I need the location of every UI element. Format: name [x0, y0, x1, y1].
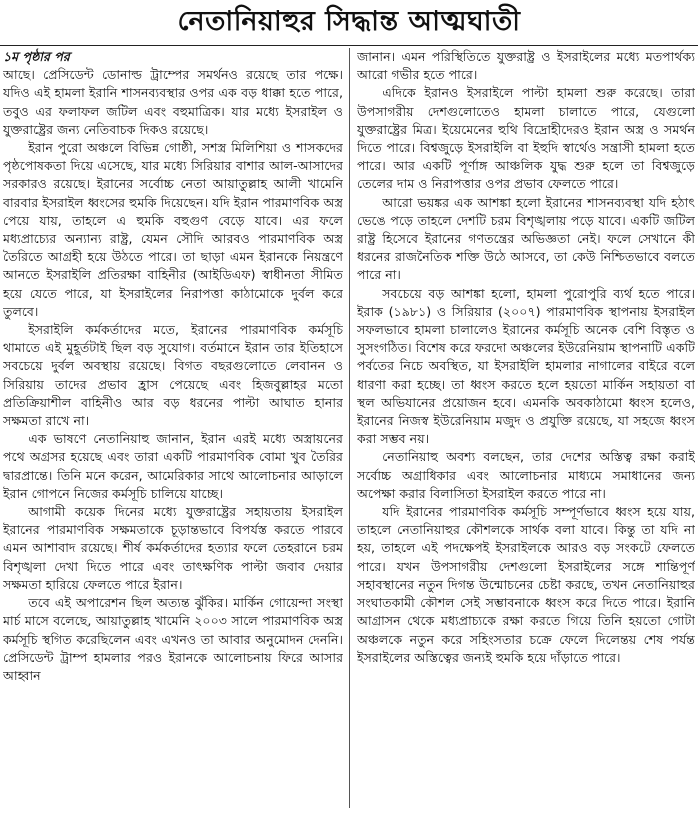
article-column-right [357, 48, 695, 806]
paragraph: তবে এই অপারেশন ছিল অত্যন্ত ঝুঁকির। মার্কিন গোয়েন্দা সংস্থা মার্চ মাসে বলেছে, আয়াতুল্লাহ খামেনি ২০০৩ সালে পারমাণবিক অস্ত্র কর্মসূচি স্থগিত করেছিলেন এবং এখনও তা আবার অনুমোদন দেননি। প্রেসিডেন্ট ট্রাম্প হামলার পরও ইরানকে আলোচনায় ফিরে আসার আহ্বান [3, 595, 343, 683]
article-column-left [3, 48, 343, 806]
paragraph: সবচেয়ে বড় আশঙ্কা হলো, হামলা পুরোপুরি ব্যর্থ হতে পারে। ইরাক (১৯৮১) ও সিরিয়ার (২০০৭) পারমাণবিক স্থাপনায় ইসরাইল সফলভাবে হামলা চালালেও ইরানের কর্মসূচি অনেক বেশি বিস্তৃত ও সুসংগঠিত। বিশেষ করে ফরদো অঞ্চলের ইউরেনিয়াম স্থাপনাটি একটি পর্বতের নিচে অবস্থিত, যা ইসরাইলি হামলার নাগালের বাইরে বলে ধারণা করা হচ্ছে। তা ধ্বংস করতে হলে হয়তো মার্কিন সহায়তা বা স্থল অভিযানের প্রয়োজন হবে। এমনকি অবকাঠামো ধ্বংস হলেও, ইরানের নিজস্ব ইউরেনিয়াম মজুদ ও প্রযুক্তি রয়েছে, যা সহজে ধ্বংস করা সম্ভব নয়। [357, 285, 695, 447]
paragraph: ইরান পুরো অঞ্চলে বিভিন্ন গোষ্ঠী, সশস্ত্র মিলিশিয়া ও শাসকদের পৃষ্ঠপোষকতা দিয়ে এসেছে, যার মধ্যে সিরিয়ার বাশার আল-আসাদের সরকারও রয়েছে। ইরানের সর্বোচ্চ নেতা আয়াতুল্লাহ আলী খামেনি বারবার ইসরাইল ধ্বংসের হুমকি দিয়েছেন। যদি ইরান পারমাণবিক অস্ত্র পেয়ে যায়, তাহলে এ হুমকি বহুগুণ বেড়ে যাবে। এর ফলে মধ্যপ্রাচ্যের অন্যান্য রাষ্ট্র, যেমন সৌদি আরবও পারমাণবিক অস্ত্র তৈরিতে আগ্রহী হয়ে উঠতে পারে। তা ছাড়া এমন ইরানকে নিয়ন্ত্রণে আনতে ইসরাইলি প্রতিরক্ষা বাহিনীর (আইডিএফ) স্বাধীনতা সীমিত হয়ে যেতে পারে, যা ইসরাইলের নিরাপত্তা কাঠামোকে দুর্বল করে তুলবে। [3, 140, 343, 319]
paragraph: জানান। এমন পরিস্থিতিতে যুক্তরাষ্ট্র ও ইসরাইলের মধ্যে মতপার্থক্য আরো গভীর হতে পারে। [357, 49, 695, 83]
paragraph: আছে। প্রেসিডেন্ট ডোনাল্ড ট্রাম্পের সমর্থনও রয়েছে তার পক্ষে। যদিও এই হামলা ইরানি শাসনব্যবস্থার ওপর এক বড় ধাক্কা হতে পারে, তবুও এর ফলাফল জটিল এবং বহুমাত্রিক। যার মধ্যে ইসরাইল ও যুক্তরাষ্ট্রের জন্য নেতিবাচক দিকও রয়েছে। [3, 67, 343, 137]
paragraph: আরো ভয়ঙ্কর এক আশঙ্কা হলো ইরানের শাসনব্যবস্থা যদি হঠাৎ ভেঙে পড়ে তাহলে দেশটি চরম বিশৃঙ্খলায় পড়ে যাবে। একটি জটিল রাষ্ট্র হিসেবে ইরানের গণতন্ত্রের অভিজ্ঞতা নেই। ফলে সেখানে কী ধরনের রাজনৈতিক শক্তি উঠে আসবে, তা কেউ নিশ্চিতভাবে বলতে পারে না। [357, 194, 695, 283]
paragraph: ইসরাইলি কর্মকর্তাদের মতে, ইরানের পারমাণবিক কর্মসূচি থামাতে এই মুহূর্তটাই ছিল বড় সুযোগ। বর্তমানে ইরান তার ইতিহাসে সবচেয়ে দুর্বল অবস্থায় রয়েছে। বিগত বছরগুলোতে লেবানন ও সিরিয়ায় তাদের প্রভাব হ্রাস পেয়েছে এবং হিজবুল্লাহর মতো প্রতিক্রিয়াশীল বাহিনীও আর বড় ধরনের পাল্টা আঘাত হানার সক্ষমতা রাখে না। [3, 322, 343, 429]
paragraph: নেতানিয়াহু অবশ্য বলছেন, তার দেশের অস্তিত্ব রক্ষা করাই সর্বোচ্চ অগ্রাধিকার এবং আলোচনার মাধ্যমে সমাধানের জন্য অপেক্ষা করার বিলাসিতা ইসরাইল করতে পারে না। [357, 449, 695, 501]
headline-rule [0, 45, 698, 46]
paragraph: আগামী কয়েক দিনের মধ্যে যুক্তরাষ্ট্রের সহায়তায় ইসরাইল ইরানের পারমাণবিক সক্ষমতাকে চূড়ান্তভাবে বিপর্যস্ত করতে পারবে এমন আশাবাদ রয়েছে। শীর্ষ কর্মকর্তাদের হত্যার ফলে তেহরানে চরম বিশৃঙ্খলা দেখা দিতে পারে এবং তাৎক্ষণিক পাল্টা জবাব দেয়ার সক্ষমতা হারিয়ে ফেলতে পারে ইরান। [3, 504, 343, 592]
paragraph: যদি ইরানের পারমাণবিক কর্মসূচি সম্পূর্ণভাবে ধ্বংস হয়ে যায়, তাহলে নেতানিয়াহুর কৌশলকে সার্থক বলা যাবে। কিন্তু তা যদি না হয়, তাহলে এই পদক্ষেপই ইসরাইলকে আরও বড় সংকটে ফেলতে পারে। যখন উপসাগরীয় দেশগুলো ইসরাইলের সঙ্গে শান্তিপূর্ণ সহাবস্থানের নতুন দিগন্ত উন্মোচনের চেষ্টা করছে, তখন নেতানিয়াহুর সংঘাতকামী কৌশল সেই সম্ভাবনাকে ধ্বংস করে দিতে পারে। ইরানি আগ্রাসন থেকে মধ্যপ্রাচ্যকে রক্ষা করতে গিয়ে তিনি হয়তো গোটা অঞ্চলকে নতুন করে সহিংসতার চক্রে ফেলে দিলেন্তয় শেষ পর্যন্ত ইসরাইলের অস্তিত্বের জন্যই হুমকি হয়ে দাঁড়াতে পারে। [357, 504, 695, 665]
paragraph: এক ভাষণে নেতানিয়াহু জানান, ইরান এরই মধ্যে অস্ত্রায়নের পথে অগ্রসর হয়েছে এবং তারা একটি পারমাণবিক বোমা খুব তৈরির দ্বারপ্রান্তে। তিনি মনে করেন, আমেরিকার সাথে আলোচনার আড়ালে ইরান গোপনে নিজের কর্মসূচি চালিয়ে যাচ্ছে। [3, 431, 343, 501]
paragraph: এদিকে ইরানও ইসরাইলে পাল্টা হামলা শুরু করেছে। তারা উপসাগরীয় দেশগুলোতেও হামলা চালাতে পারে, যেগুলো যুক্তরাষ্ট্রের মিত্র। ইয়েমেনের হুথি বিদ্রোহীদেরও ইরান অস্ত্র ও সমর্থন দিতে পারে। বিশ্বজুড়ে ইসরাইলি বা ইহুদি স্বার্থেও সন্ত্রাসী হামলা হতে পারে। আর একটি পূর্ণাঙ্গ আঞ্চলিক যুদ্ধ শুরু হলে তা বিশ্বজুড়ে তেলের দাম ও নিরাপত্তার ওপর প্রভাব ফেলতে পারে। [357, 85, 695, 192]
continuation-kicker: ১ম পৃষ্ঠার পর [3, 49, 70, 64]
column-divider [349, 48, 350, 808]
headline: নেতানিয়াহুর সিদ্ধান্ত আত্মঘাতী [177, 6, 521, 37]
